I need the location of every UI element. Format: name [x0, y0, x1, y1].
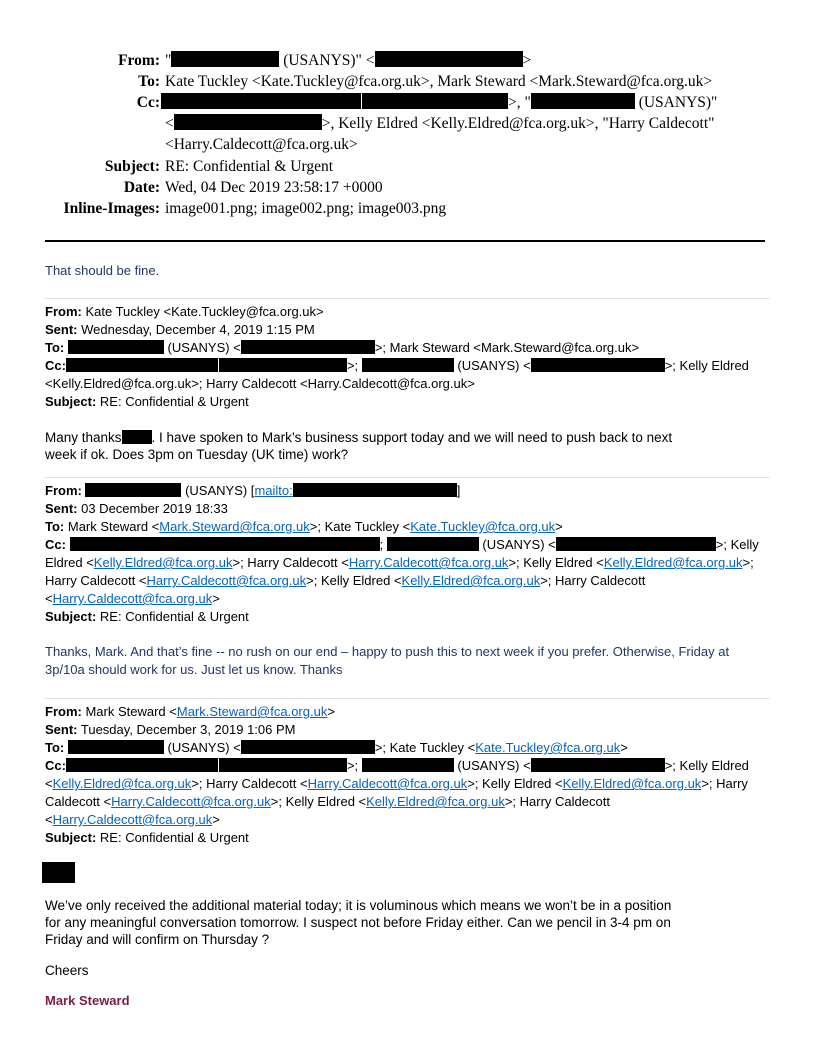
header-cc2-rest: >, Kelly Eldred <Kelly.Eldred@fca.org.uk>, "Harry Caldecott" [321, 115, 715, 132]
msg2-to-a: Mark Steward < [64, 519, 160, 534]
msg2-to-label: To: [45, 519, 65, 534]
msg2-cc-label: Cc: [45, 537, 66, 552]
msg2-cc2-a: Eldred < [45, 555, 94, 570]
msg1-subject-value: RE: Confidential & Urgent [96, 394, 249, 409]
email-link[interactable]: Harry.Caldecott@fca.org.uk [52, 812, 213, 827]
redaction-block [241, 340, 375, 354]
msg3-body-line1: We’ve only received the additional material today; it is voluminous which means we won’t be in a position [45, 898, 672, 913]
header-from-row [0, 50, 816, 71]
header-to-value: Kate Tuckley <Kate.Tuckley@fca.org.uk>, Mark Steward <Mark.Steward@fca.org.uk> [165, 73, 713, 90]
message-separator [45, 477, 770, 478]
header-cc-mid: >, " [508, 94, 531, 111]
redaction-block [362, 358, 454, 372]
email-link[interactable]: Kelly.Eldred@fca.org.uk [366, 794, 505, 809]
msg2-cc2-d: >; [742, 555, 754, 570]
msg2-sent-label: Sent: [45, 501, 78, 516]
msg2-cc3-a: Harry Caldecott < [45, 573, 147, 588]
msg1-body-b: . I have spoken to Mark’s business support today and we will need to push back to next [151, 430, 673, 445]
msg2-from-label: From: [45, 483, 82, 498]
email-link[interactable]: Kelly.Eldred@fca.org.uk [93, 555, 233, 570]
msg2-to-c: > [555, 519, 563, 534]
email-link[interactable]: Kelly.Eldred@fca.org.uk [401, 573, 541, 588]
redaction-block [219, 358, 347, 372]
msg3-cc4-a: < [45, 812, 53, 827]
redaction-block [68, 340, 164, 354]
msg2-cc-end: >; Kelly [715, 537, 759, 552]
header-subject-row [0, 156, 816, 177]
header-cc3: <Harry.Caldecott@fca.org.uk> [165, 136, 358, 153]
redaction-block [362, 93, 508, 109]
header-date-label: Date: [123, 179, 160, 196]
email-link[interactable]: Kate.Tuckley@fca.org.uk [410, 519, 556, 534]
redaction-block [556, 537, 716, 551]
msg3-to-c: > [620, 740, 628, 755]
msg3-cc3-c: >; Harry Caldecott [504, 794, 610, 809]
msg1-cc-label: Cc: [45, 358, 66, 373]
msg3-sent-value: Tuesday, December 3, 2019 1:06 PM [77, 722, 296, 737]
redaction-block [362, 758, 454, 772]
header-subject-value: RE: Confidential & Urgent [165, 158, 334, 175]
redaction-block [70, 537, 380, 551]
msg2-cc-org: (USANYS) < [478, 537, 556, 552]
header-cc-row3 [0, 134, 816, 155]
msg3-subject-label: Subject: [45, 830, 97, 845]
redaction-block [375, 51, 523, 67]
header-cc-label: Cc: [136, 94, 160, 111]
msg1-cc-org: (USANYS) < [453, 358, 531, 373]
closing-text: Cheers [45, 963, 89, 978]
redaction-block [68, 740, 164, 754]
header-cc-row [0, 92, 816, 113]
header-cc-end: (USANYS)" [634, 94, 718, 111]
msg2-from-org: (USANYS) [ [181, 483, 255, 498]
header-date-row [0, 177, 816, 198]
msg1-to-org: (USANYS) < [163, 340, 241, 355]
email-link[interactable]: Harry.Caldecott@fca.org.uk [307, 776, 468, 791]
redaction-block [387, 537, 479, 551]
msg1-cc-sep: >; [346, 358, 362, 373]
msg2-cc3-c: >; Harry Caldecott [540, 573, 646, 588]
msg2-body-line1: Thanks, Mark. And that’s fine -- no rush on our end – happy to push this to next week if you prefer. Otherwise, Friday at [45, 644, 730, 659]
msg2-body-line2: 3p/10a should work for us. Just let us know. Thanks [45, 662, 343, 677]
redaction-block [85, 483, 181, 497]
email-link[interactable]: Mark.Steward@fca.org.uk [176, 704, 328, 719]
msg3-cc2-b: >; Harry Caldecott < [191, 776, 308, 791]
redaction-block [531, 93, 635, 109]
message-separator [45, 698, 770, 699]
msg3-to-org: (USANYS) < [163, 740, 241, 755]
msg3-cc3-a: Caldecott < [45, 794, 112, 809]
msg2-subject-value: RE: Confidential & Urgent [96, 609, 249, 624]
msg3-cc-org: (USANYS) < [453, 758, 531, 773]
msg1-body-a: Many thanks [45, 430, 122, 445]
msg2-subject-label: Subject: [45, 609, 97, 624]
header-to-row [0, 71, 816, 92]
msg3-cc2-a: < [45, 776, 53, 791]
email-link[interactable]: Kelly.Eldred@fca.org.uk [562, 776, 702, 791]
redaction-block [42, 862, 75, 883]
message-2-header [45, 482, 770, 626]
redaction-block [531, 758, 665, 772]
message-3-body [45, 897, 770, 948]
redaction-block [161, 93, 361, 109]
header-from-label: From: [118, 52, 160, 69]
email-header [0, 50, 816, 219]
redaction-block [171, 51, 279, 67]
header-from-close: > [522, 52, 532, 69]
redaction-block [241, 740, 375, 754]
msg2-cc4-a: < [45, 591, 53, 606]
msg1-cc-line2: <Kelly.Eldred@fca.org.uk>; Harry Caldecott <Harry.Caldecott@fca.org.uk> [45, 376, 475, 391]
msg3-cc2-d: >; Harry [701, 776, 748, 791]
email-link[interactable]: Mark.Steward@fca.org.uk [159, 519, 310, 534]
msg3-from-b: > [327, 704, 335, 719]
msg3-to-label: To: [45, 740, 65, 755]
msg3-cc3-b: >; Kelly Eldred < [270, 794, 367, 809]
redaction-block [531, 358, 665, 372]
msg1-to-rest: >; Mark Steward <Mark.Steward@fca.org.uk> [374, 340, 640, 355]
msg1-sent-value: Wednesday, December 4, 2019 1:15 PM [77, 322, 315, 337]
email-link[interactable]: Kate.Tuckley@fca.org.uk [475, 740, 621, 755]
msg1-from-label: From: [45, 304, 82, 319]
msg3-cc2-c: >; Kelly Eldred < [467, 776, 563, 791]
msg3-from-label: From: [45, 704, 82, 719]
header-cc-row2 [0, 113, 816, 134]
msg3-cc-sep: >; [346, 758, 362, 773]
msg3-from-a: Mark Steward < [81, 704, 177, 719]
redaction-block [293, 483, 457, 497]
redaction-block [66, 358, 218, 372]
message-2-body [45, 643, 770, 679]
header-from-quote: " [165, 52, 172, 69]
msg3-body-line3: Friday and will confirm on Thursday ? [45, 932, 270, 947]
redaction-block [174, 114, 322, 130]
header-date-value: Wed, 04 Dec 2019 23:58:17 +0000 [165, 179, 383, 196]
msg3-to-b: >; Kate Tuckley < [374, 740, 476, 755]
msg2-cc4-b: > [212, 591, 220, 606]
header-from-org: (USANYS)" < [279, 52, 375, 69]
message-3-header [45, 703, 770, 847]
email-link[interactable]: Kelly.Eldred@fca.org.uk [52, 776, 192, 791]
msg2-cc3-b: >; Kelly Eldred < [306, 573, 402, 588]
message-1-body [45, 429, 770, 463]
email-link[interactable]: Harry.Caldecott@fca.org.uk [348, 555, 509, 570]
msg3-sent-label: Sent: [45, 722, 78, 737]
msg1-cc-rest: >; Kelly Eldred [664, 358, 749, 373]
redaction-block [219, 758, 347, 772]
header-subject-label: Subject: [104, 158, 160, 175]
msg1-body-c: week if ok. Does 3pm on Tuesday (UK time) work? [45, 447, 349, 462]
header-images-value: image001.png; image002.png; image003.png [165, 200, 447, 217]
email-link[interactable]: Harry.Caldecott@fca.org.uk [111, 794, 271, 809]
msg2-cc2-b: >; Harry Caldecott < [232, 555, 349, 570]
msg1-sent-label: Sent: [45, 322, 78, 337]
redaction-block [122, 430, 152, 444]
msg3-subject-value: RE: Confidential & Urgent [96, 830, 249, 845]
msg1-subject-label: Subject: [45, 394, 97, 409]
header-divider [45, 240, 765, 242]
email-link[interactable]: Harry.Caldecott@fca.org.uk [52, 591, 213, 606]
msg2-mailto-link[interactable]: mailto: [254, 483, 293, 498]
header-images-label: Inline-Images: [63, 200, 160, 217]
msg2-cc2-c: >; Kelly Eldred < [508, 555, 604, 570]
message-1-header [45, 303, 770, 411]
msg2-sent-value: 03 December 2019 18:33 [77, 501, 228, 516]
redaction-block [66, 758, 218, 772]
header-images-row [0, 198, 816, 219]
email-link[interactable]: Kelly.Eldred@fca.org.uk [603, 555, 743, 570]
msg2-from-close: ] [456, 483, 461, 498]
msg2-to-b: >; Kate Tuckley < [309, 519, 411, 534]
email-link[interactable]: Harry.Caldecott@fca.org.uk [146, 573, 307, 588]
msg1-from-value: Kate Tuckley <Kate.Tuckley@fca.org.uk> [81, 304, 324, 319]
msg3-cc-label: Cc: [45, 758, 66, 773]
msg3-body-line2: for any meaningful conversation tomorrow. I suspect not before Friday either. Can we pencil in 3-4 pm on [45, 915, 671, 930]
message-separator [45, 298, 770, 299]
msg3-cc4-b: > [212, 812, 220, 827]
header-to-label: To: [138, 73, 160, 90]
signature-name: Mark Steward [45, 993, 130, 1008]
msg2-cc-sep: ; [379, 537, 387, 552]
header-cc2-start: < [165, 115, 174, 132]
msg3-cc-end: >; Kelly Eldred [664, 758, 749, 773]
reply-text: That should be fine. [45, 263, 160, 278]
msg1-to-label: To: [45, 340, 65, 355]
